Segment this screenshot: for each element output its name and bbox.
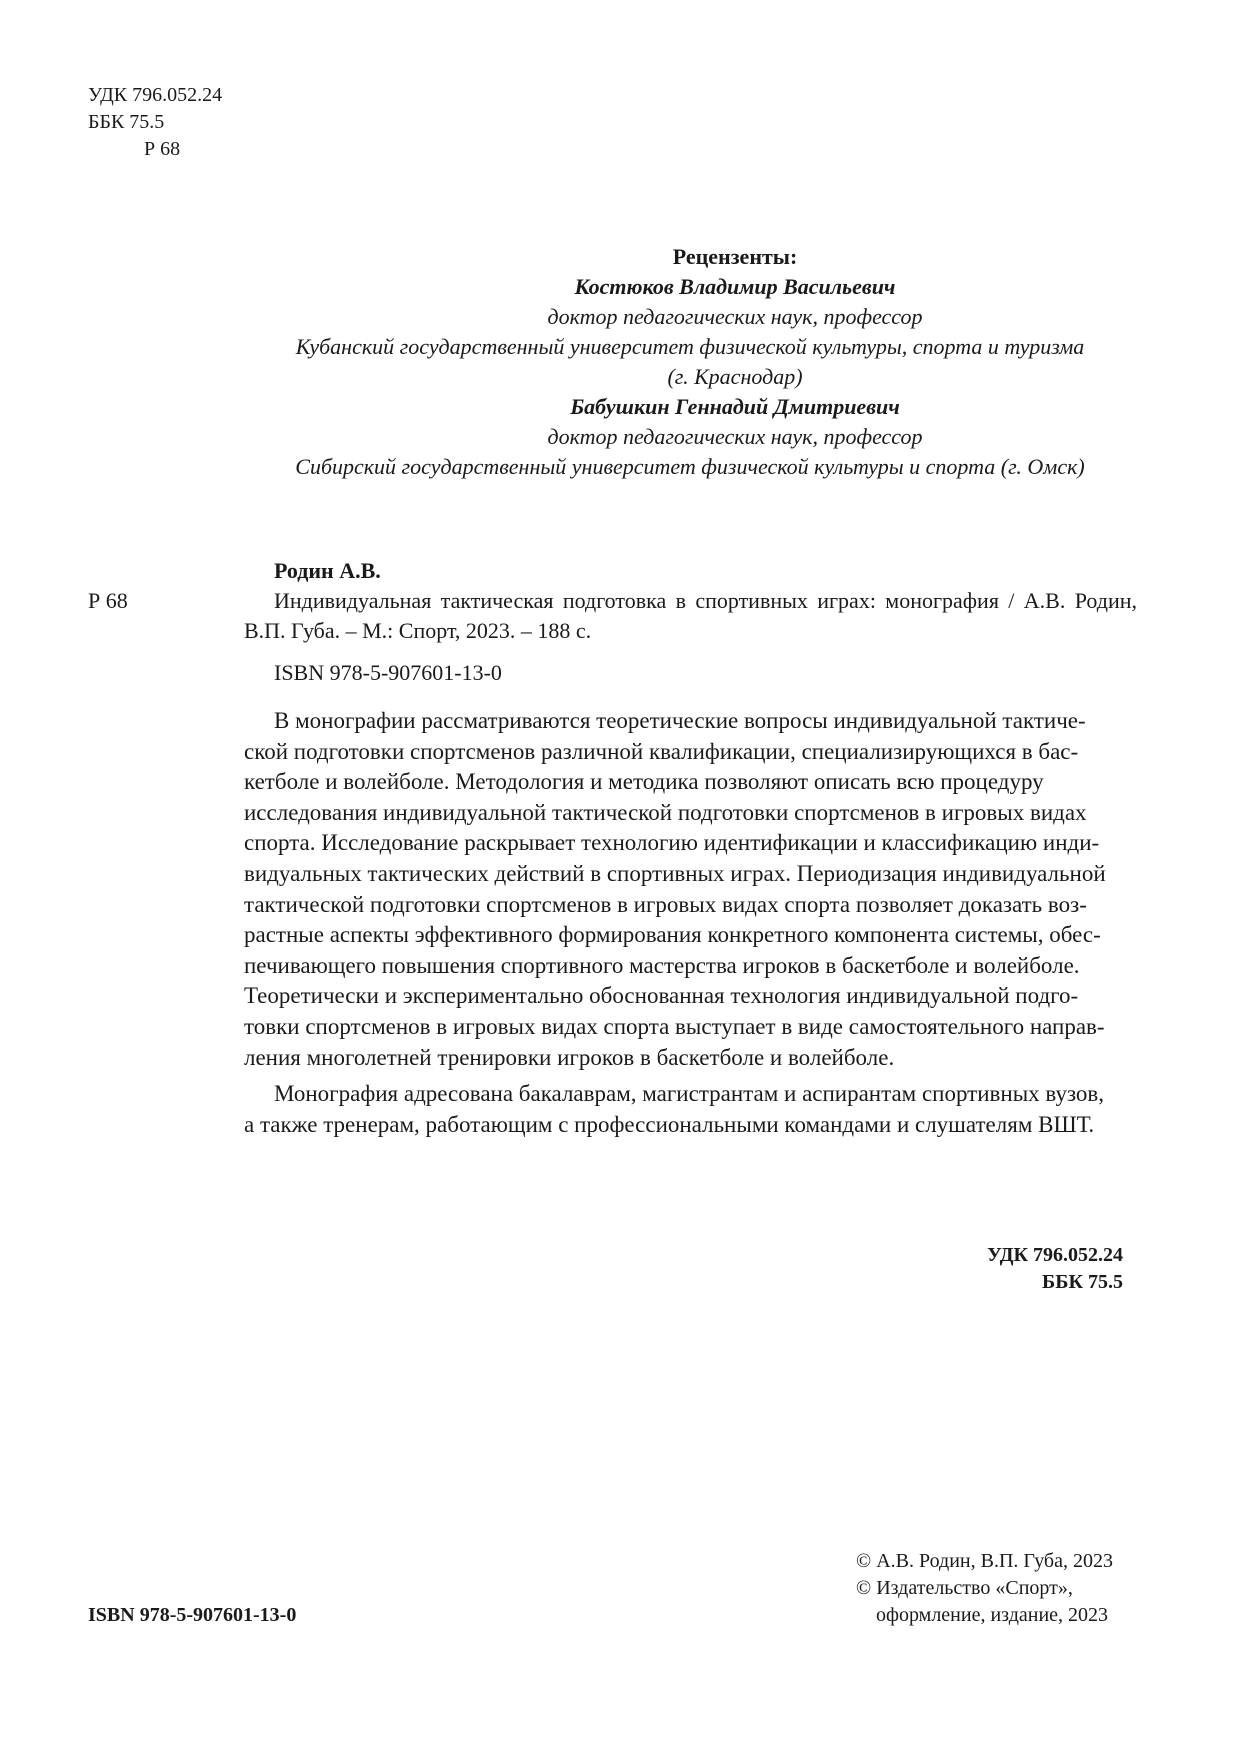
audience-line: Монография адресована бакалаврам, магистрантам и аспирантам спортивных вузов, — [274, 1081, 1105, 1107]
record-isbn: ISBN 978-5-907601-13-0 — [274, 660, 502, 685]
classification-block — [88, 82, 222, 163]
bottom-udk: УДК 796.052.24 — [987, 1244, 1123, 1266]
reviewer-2-title: доктор педагогических наук, профессор — [547, 424, 923, 449]
reviewer-2-affiliation: Сибирский государственный университет физической культуры и спорта (г. Омск) — [295, 454, 1085, 479]
audience-line: а также тренерам, работающим с профессиональными командами и слушателям ВШТ. — [244, 1111, 1095, 1137]
bbk-code: ББК 75.5 — [88, 111, 165, 133]
abstract-line: растные аспекты эффективного формирования конкретного компонента системы, обес- — [244, 922, 1101, 948]
bibliographic-record — [244, 556, 1137, 688]
copyright-authors: © А.В. Родин, В.П. Губа, 2023 — [856, 1550, 1113, 1572]
reviewer-1-name: Костюков Владимир Васильевич — [574, 274, 896, 299]
abstract-line: спорта. Исследование раскрывает технологию идентификации и классификацию инди- — [244, 830, 1100, 856]
abstract-line: тактической подготовки спортсменов в игровых видах спорта позволяет доказать воз- — [244, 891, 1087, 917]
reviewer-2-name: Бабушкин Геннадий Дмитриевич — [570, 394, 900, 419]
abstract — [244, 706, 1137, 1140]
reviewers-block — [240, 242, 1140, 482]
copyright-block — [856, 1548, 1113, 1629]
abstract-paragraph — [244, 706, 1137, 1073]
abstract-line: ления многолетней тренировки игроков в баскетболе и волейболе. — [244, 1044, 895, 1070]
reviewers-heading: Рецензенты: — [672, 244, 798, 269]
reviewer-1-affiliation: Кубанский государственный университет физической культуры, спорта и туризма — [295, 334, 1085, 359]
abstract-line: исследования индивидуальной тактической подготовки спортсменов в игровых видах — [244, 799, 1087, 825]
footer-isbn: ISBN 978-5-907601-13-0 — [88, 1604, 297, 1626]
record-citation: Индивидуальная тактическая подготовка в спортивных играх: монография / А.В. Родин, В.П. Губа. – М.: Спорт, 2023. – 188 с. — [244, 588, 1137, 643]
copyright-publisher-note: оформление, издание, 2023 — [876, 1604, 1109, 1626]
copyright-publisher: © Издательство «Спорт», — [856, 1577, 1073, 1599]
abstract-line: Теоретически и экспериментально обоснованная технология индивидуальной подго- — [244, 983, 1079, 1009]
reviewer-1-title: доктор педагогических наук, профессор — [547, 304, 923, 329]
author-mark: Р 68 — [144, 138, 181, 160]
abstract-line: В монографии рассматриваются теоретические вопросы индивидуальной тактиче- — [274, 708, 1086, 733]
udk-code: УДК 796.052.24 — [88, 84, 223, 106]
audience-paragraph — [244, 1079, 1137, 1140]
record-author-mark: Р 68 — [88, 588, 128, 613]
bottom-classification — [987, 1242, 1123, 1296]
abstract-line: видуальных тактических действий в спортивных играх. Периодизация индивидуальной — [244, 860, 1106, 886]
abstract-line: ской подготовки спортсменов различной квалификации, специализирующихся в бас- — [244, 738, 1079, 764]
bottom-bbk: ББК 75.5 — [1042, 1271, 1123, 1293]
abstract-line: товки спортсменов в игровых видах спорта выступает в виде самостоятельного направ- — [244, 1013, 1105, 1039]
abstract-line: кетболе и волейболе. Методология и методика позволяют описать всю процедуру — [244, 769, 1044, 795]
reviewer-1-city: (г. Краснодар) — [667, 364, 803, 389]
abstract-line: печивающего повышения спортивного мастерства игроков в баскетболе и волейболе. — [244, 952, 1080, 978]
record-author: Родин А.В. — [274, 558, 381, 583]
